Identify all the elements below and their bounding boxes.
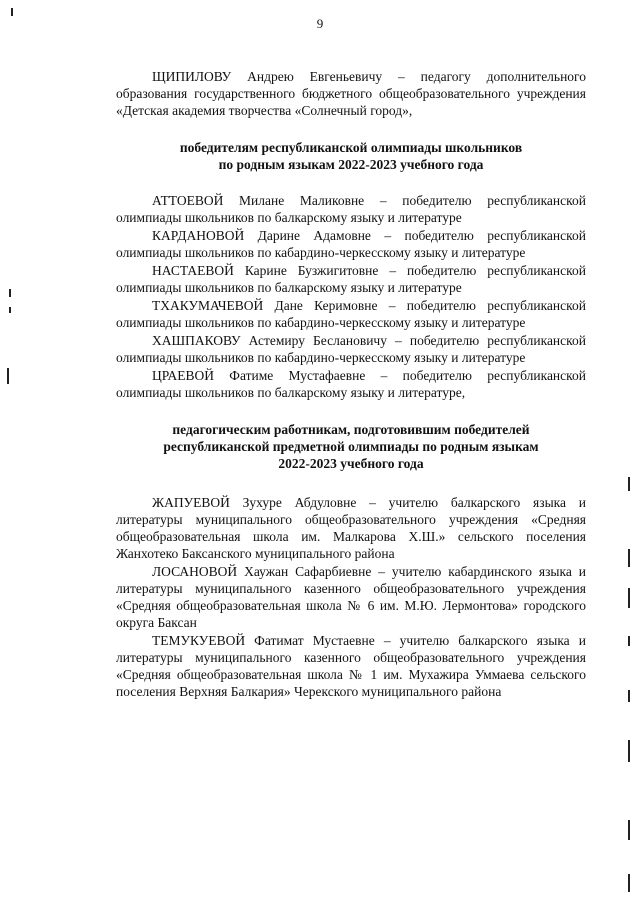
section2-heading-line2: республиканской предметной олимпиады по родным языкам [163, 439, 539, 454]
winner-paragraph: ТХАКУМАЧЕВОЙ Дане Керимовне – победителю республиканской олимпиады школьников по кабардино-черкесскому языку и литературе [116, 298, 586, 330]
winner-paragraph: ЦРАЕВОЙ Фатиме Мустафаевне – победителю республиканской олимпиады школьников по балкарскому языку и литературе, [116, 368, 586, 400]
page-number: 9 [316, 16, 324, 31]
teacher-paragraph: ЖАПУЕВОЙ Зухуре Абдуловне – учителю балкарского языка и литературы муниципального общеобразовательного учреждения «Средняя общеобразовательная школа им. Малкарова Х.Ш.» сельского поселения Жанхотеко Баксанского муниципального района [116, 495, 586, 561]
intro-paragraph: ЩИПИЛОВУ Андрею Евгеньевичу – педагогу дополнительного образования государственного бюджетного общеобразовательного учреждения «Детская академия творчества «Солнечный город», [116, 69, 586, 118]
scan-mark [628, 740, 630, 762]
scan-mark [7, 368, 9, 384]
scan-mark [628, 636, 630, 646]
scan-mark [628, 820, 630, 840]
winner-paragraph: НАСТАЕВОЙ Карине Бузжигитовне – победителю республиканской олимпиады школьников по балкарскому языку и литературе [116, 263, 586, 295]
scan-mark [628, 549, 630, 567]
document-body [116, 68, 586, 700]
scan-mark [628, 690, 630, 702]
scan-mark [9, 289, 11, 297]
winner-paragraph: КАРДАНОВОЙ Дарине Адамовне – победителю республиканской олимпиады школьников по кабардино-черкесскому языку и литературе [116, 228, 586, 260]
scan-mark [628, 874, 630, 892]
teacher-paragraph: ЛОСАНОВОЙ Хаужан Сафарбиевне – учителю кабардинского языка и литературы муниципального казенного общеобразовательного учреждения «Средняя общеобразовательная школа № 6 им. М.Ю. Лермонтова» городского округа Баксан [116, 564, 586, 630]
scan-mark [9, 307, 11, 313]
section2-heading-line3: 2022-2023 учебного года [278, 456, 424, 471]
section1-heading-line1: победителям республиканской олимпиады школьников [179, 140, 523, 155]
scan-mark [11, 8, 13, 16]
winner-paragraph: АТТОЕВОЙ Милане Маликовне – победителю республиканской олимпиады школьников по балкарскому языку и литературе [116, 193, 586, 225]
teacher-paragraph: ТЕМУКУЕВОЙ Фатимат Мустаевне – учителю балкарского языка и литературы муниципального казенного общеобразовательного учреждения «Средняя общеобразовательная школа № 1 им. Мухажира Уммаева сельского поселения Верхняя Балкария» Черекского муниципального района [116, 633, 586, 699]
section1-heading-line2: по родным языкам 2022-2023 учебного года [218, 157, 484, 172]
scan-mark [628, 477, 630, 491]
scan-mark [628, 588, 630, 608]
section2-heading-line1: педагогическим работникам, подготовившим победителей [172, 422, 530, 437]
winner-paragraph: ХАШПАКОВУ Астемиру Беслановичу – победителю республиканской олимпиады школьников по кабардино-черкесскому языку и литературе [116, 333, 586, 365]
